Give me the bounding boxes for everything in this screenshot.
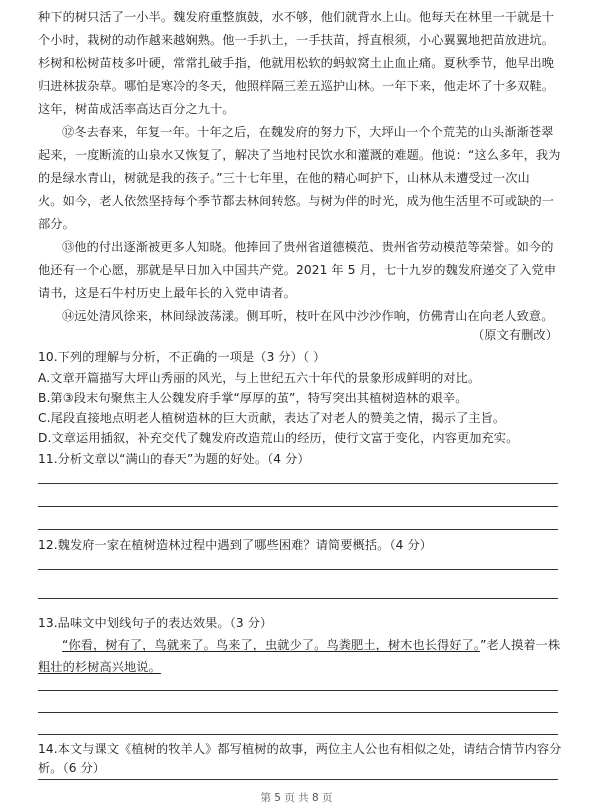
passage-line: 种下的树只活了一小半。魏发府重整旗鼓，水不够，他们就背水上山。他每天在林里一干就是十: [38, 10, 555, 24]
page-number: 第 5 页 共 8 页: [260, 792, 333, 804]
passage-line: ⑭远处清风徐来，林间绿波荡漾。侧耳听，枝叶在风中沙沙作响，仿佛青山在向老人致意。: [62, 309, 554, 323]
answer-line[interactable]: [38, 734, 558, 735]
question-10-option-a: A.文章开篇描写大坪山秀丽的风光，与上世纪五六十年代的景象形成鲜明的对比。: [38, 371, 481, 385]
underlined-sentence: 粗壮的杉树高兴地说。: [38, 660, 161, 674]
question-13-quote-line-1: [62, 636, 561, 654]
passage-line: 起来，一度断流的山泉水又恢复了，解决了当地村民饮水和灌溉的难题。他说：“这么多年，我为: [38, 148, 561, 162]
passage-line: 火。如今，老人依然坚持每个季节都去林间转悠。与树为伴的时光，成为他生活里不可或缺的一: [38, 194, 555, 208]
passage-line: 这年，树苗成活率高达百分之九十。: [38, 102, 235, 116]
answer-line[interactable]: [38, 569, 558, 570]
answer-line[interactable]: [38, 690, 558, 691]
answer-line[interactable]: [38, 779, 558, 780]
underlined-sentence: “你看，树有了，鸟就来了。鸟来了，虫就少了。鸟粪肥土，树木也长得好了。: [62, 638, 481, 652]
quote-continuation: ”老人摸着一株: [480, 638, 561, 652]
question-14-stem-cont: 析。（6 分）: [38, 761, 106, 775]
answer-line[interactable]: [38, 712, 558, 713]
question-11-stem: 11.分析文章以“满山的春天”为题的好处。（4 分）: [38, 452, 310, 466]
question-10-option-d: D.文章运用插叙，补充交代了魏发府改造荒山的经历，使行文富于变化，内容更加充实。: [38, 431, 519, 445]
question-12-stem: 12.魏发府一家在植树造林过程中遇到了哪些困难？请简要概括。（4 分）: [38, 538, 433, 552]
answer-line[interactable]: [38, 529, 558, 530]
passage-line: ⑬他的付出逐渐被更多人知晓。他捧回了贵州省道德模范、贵州省劳动模范等荣誉。如今的: [62, 240, 554, 254]
passage-line: 他还有一个心愿，那就是早日加入中国共产党。2021 年 5 月，七十九岁的魏发府递交了入党申: [38, 263, 557, 277]
answer-line[interactable]: [38, 506, 558, 507]
passage-line: 归进林拔杂草。哪怕是寒冷的冬天，他照样隔三差五巡护山林。一年下来，他走坏了十多双鞋。: [38, 79, 555, 93]
question-10-stem: 10.下列的理解与分析，不正确的一项是（3 分）（ ）: [38, 350, 326, 364]
question-10-option-c: C.尾段直接地点明老人植树造林的巨大贡献，表达了对老人的赞美之情，揭示了主旨。: [38, 411, 506, 425]
question-13-quote-line-2: [38, 658, 558, 676]
passage-line: 杉树和松树苗枝多叶硬，常常扎破手指，他就用松软的蚂蚁窝土止血止痛。夏秋季节，他早出晚: [38, 56, 555, 70]
passage-line: 请书，这是石牛村历史上最年长的入党申请者。: [38, 286, 297, 300]
passage-line: 部分。: [38, 217, 75, 231]
source-note: （原文有删改）: [471, 328, 558, 342]
answer-line[interactable]: [38, 483, 558, 484]
answer-line[interactable]: [38, 598, 558, 599]
question-10-option-b: B.第③段末句聚焦主人公魏发府手掌“厚厚的茧”，特写突出其植树造林的艰辛。: [38, 391, 468, 405]
passage-line: 个小时，栽树的动作越来越娴熟。他一手扒土，一手扶苗，捋直根须，小心翼翼地把苗放进坑。: [38, 33, 555, 47]
question-14-stem: 14.本文与课文《植树的牧羊人》都写植树的故事，两位主人公也有相似之处，请结合情节内容分: [38, 742, 562, 756]
passage-line: 的是绿水青山，树就是我的孩子。”三十七年里，在他的精心呵护下，山林从未遭受过一次山: [38, 171, 530, 185]
question-13-stem: 13.品味文中划线句子的表达效果。（3 分）: [38, 616, 273, 630]
passage-line: ⑫冬去春来，年复一年。十年之后，在魏发府的努力下，大坪山一个个荒芜的山头渐渐苍翠: [62, 125, 554, 139]
